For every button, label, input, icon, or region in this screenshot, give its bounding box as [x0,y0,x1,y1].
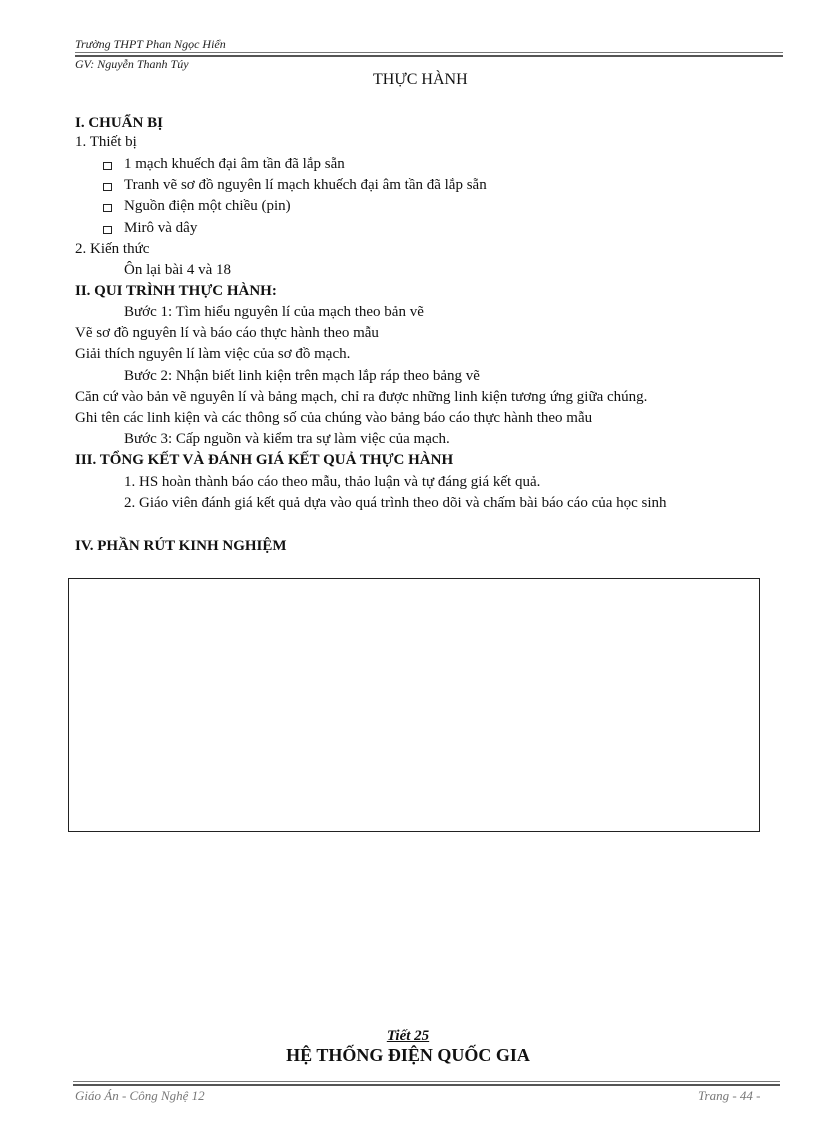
step-2-detail: Căn cứ vào bản vẽ nguyên lí và bảng mạch, chỉ ra được những linh kiện tương ứng giữa chúng. [75,389,648,405]
evaluation-item: 1. HS hoàn thành báo cáo theo mẫu, thảo luận và tự đáng giá kết quả. [124,474,541,490]
knowledge-review: Ôn lại bài 4 và 18 [124,262,232,278]
footer-course: Giáo Án - Công Nghệ 12 [75,1088,205,1103]
checkbox-bullet-icon [103,226,112,234]
teacher-name: GV: Nguyễn Thanh Túy [75,57,189,71]
section-1-sub-knowledge: 2. Kiến thức [75,241,150,257]
step-1-detail: Vẽ sơ đồ nguyên lí và báo cáo thực hành theo mẫu [75,325,379,341]
footer-page-number: Trang - 44 - [698,1088,761,1103]
equipment-item: 1 mạch khuếch đại âm tần đã lắp sẵn [124,156,345,172]
school-name: Trường THPT Phan Ngọc Hiển [75,37,226,51]
lesson-title: HỆ THỐNG ĐIỆN QUỐC GIA [286,1045,530,1065]
experience-notes-box [68,578,760,832]
page-title: THỰC HÀNH [373,71,468,88]
section-2-heading: II. QUI TRÌNH THỰC HÀNH: [75,283,277,299]
equipment-item: Tranh vẽ sơ đồ nguyên lí mạch khuếch đại âm tần đã lắp sẵn [124,177,487,193]
section-1-heading: I. CHUẨN BỊ [75,115,163,131]
checkbox-bullet-icon [103,204,112,212]
lesson-period: Tiết 25 [386,1028,430,1044]
step-3: Bước 3: Cấp nguồn và kiểm tra sự làm việc của mạch. [124,431,450,447]
section-3-heading: III. TỔNG KẾT VÀ ĐÁNH GIÁ KẾT QUẢ THỰC HÀNH [75,452,454,468]
step-1: Bước 1: Tìm hiểu nguyên lí của mạch theo bản vẽ [124,304,424,320]
checkbox-bullet-icon [103,162,112,170]
evaluation-item: 2. Giáo viên đánh giá kết quả dựa vào quá trình theo dõi và chấm bài báo cáo của học sinh [124,495,667,511]
section-1-sub-equipment: 1. Thiết bị [75,134,137,150]
footer-rule-thin [73,1081,780,1082]
equipment-item: Mirô và dây [124,220,198,236]
footer-rule-thick [73,1084,780,1086]
section-4-heading: IV. PHẦN RÚT KINH NGHIỆM [75,538,287,554]
equipment-item: Nguồn điện một chiều (pin) [124,198,291,214]
step-1-detail: Giải thích nguyên lí làm việc của sơ đồ mạch. [75,346,351,362]
header-rule-thin [75,52,783,53]
step-2: Bước 2: Nhận biết linh kiện trên mạch lắp ráp theo bảng vẽ [124,368,480,384]
step-2-detail: Ghi tên các linh kiện và các thông số của chúng vào bảng báo cáo thực hành theo mẫu [75,410,593,426]
checkbox-bullet-icon [103,183,112,191]
